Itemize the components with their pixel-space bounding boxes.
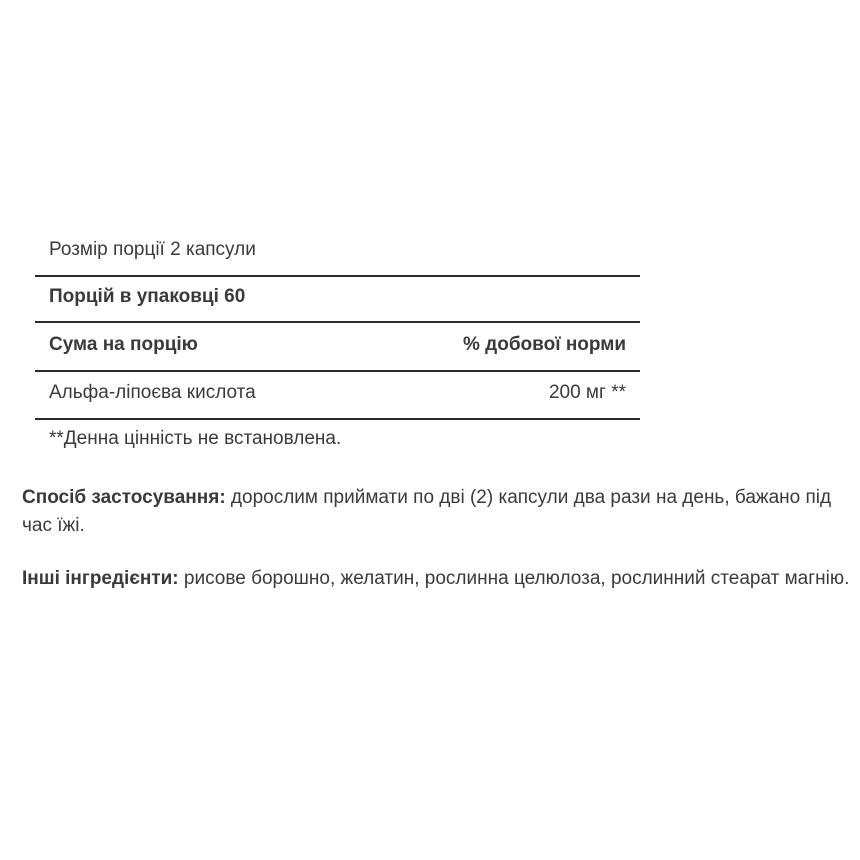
facts-header-row	[35, 323, 640, 372]
usage-paragraph	[22, 484, 852, 540]
serving-size-text: Розмір порції 2 капсули	[49, 239, 256, 260]
other-ingredients-text: рисове борошно, желатин, рослинна целюлоза, рослинний стеарат магнію.	[178, 568, 850, 589]
serving-size-row	[35, 228, 640, 277]
ingredient-name: Альфа-ліпоєва кислота	[49, 382, 256, 403]
usage-text: дорослим приймати по дві (2) капсули два рази на день, бажано під час їжі.	[22, 487, 832, 536]
footnote-row	[35, 420, 640, 450]
usage-label: Спосіб застосування:	[22, 487, 226, 508]
other-ingredients-label: Інші інгредієнти:	[22, 568, 179, 589]
amount-per-serving-header: Сума на порцію	[49, 334, 198, 355]
servings-per-container-text: Порцій в упаковці 60	[49, 286, 246, 307]
daily-value-header: % добової норми	[462, 334, 626, 355]
ingredient-row	[35, 372, 640, 420]
servings-per-container-row	[35, 277, 640, 323]
other-ingredients-paragraph	[22, 565, 852, 593]
ingredient-amount: 200 мг **	[548, 382, 626, 403]
daily-value-footnote: **Денна цінність не встановлена.	[49, 428, 342, 449]
supplement-facts-table	[35, 228, 640, 450]
